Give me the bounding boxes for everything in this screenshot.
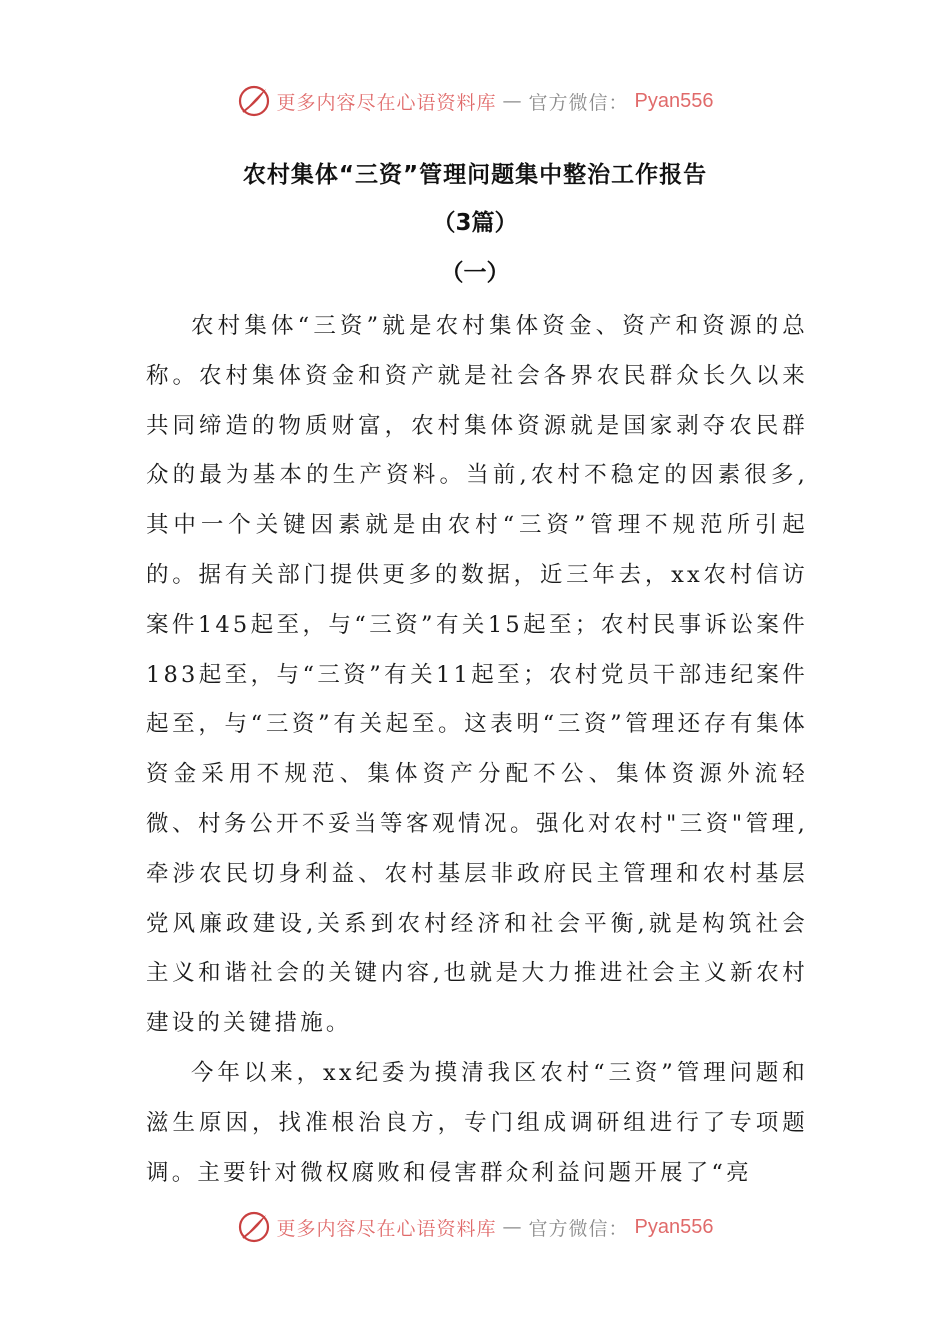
section-heading: （一） [440,260,510,286]
watermark-wechat-label: 官方微信： [528,91,629,114]
watermark-dash: — [502,1216,523,1238]
document-body [146,302,808,1198]
watermark-wechat-id: Pyan556 [634,1215,714,1238]
document-title: 农村集体“三资”管理问题集中整治工作报告 [242,162,708,188]
watermark-footer [0,1210,950,1244]
paragraph: 今年以来，xx纪委为摸清我区农村“三资”管理问题和滋生原因，找准根治良方，专门组成调研组进行了专项题调。主要针对微权腐败和侵害群众利益问题开展了“亮 [146,1059,808,1186]
quill-logo-icon [237,84,271,118]
watermark-wechat-label: 官方微信： [528,1217,629,1240]
watermark-site-text: 更多内容尽在心语资料库 [276,91,497,114]
watermark-dash: — [502,90,523,112]
paragraph: 农村集体“三资”就是农村集体资金、资产和资源的总称。农村集体资金和资产就是社会各界农民群众长久以来共同缔造的物质财富，农村集体资源就是国家剥夺农民群众的最为基本的生产资料。当前,农村不稳定的因素很多,其中一个关键因素就是由农村“三资”管理不规范所引起的。据有关部门提供更多的数据，近三年去，xx农村信访案件145起至，与“三资”有关15起至；农村民事诉讼案件183起至，与“三资”有关11起至；农村党员干部违纪案件起至，与“三资”有关起至。这表明“三资”管理还存有集体资金采用不规范、集体资产分配不公、集体资源外流轻微、村务公开不妥当等客观情况。强化对农村"三资"管理,牵涉农民切身利益、农村基层非政府民主管理和农村基层党风廉政建设,关系到农村经济和社会平衡,就是构筑社会主义和谐社会的关键内容,也就是大力推进社会主义新农村建设的关键措施。 [146,313,808,1037]
watermark-header [0,84,950,118]
watermark-site-text: 更多内容尽在心语资料库 [276,1217,497,1240]
watermark-wechat-id: Pyan556 [634,89,714,112]
quill-logo-icon [237,1210,271,1244]
document-subtitle: （3篇） [432,210,518,236]
